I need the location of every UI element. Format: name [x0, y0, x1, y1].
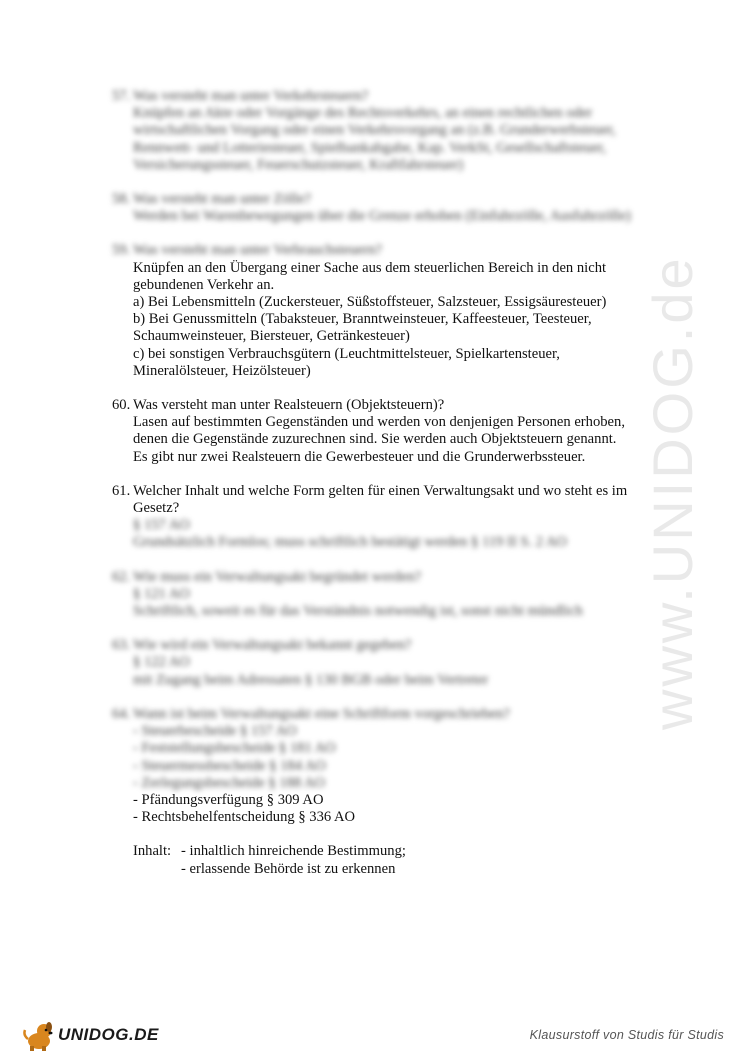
- logo-text: UNIDOG.DE: [58, 1025, 159, 1044]
- answer-line: Schriftlich, soweit es für das Verständnis notwendig ist, sonst nicht mündlich: [133, 603, 583, 620]
- question-text: Welcher Inhalt und welche Form gelten für einen Verwaltungsakt und wo steht es im: [133, 482, 628, 499]
- question-text: Was versteht man unter Zölle?: [133, 191, 311, 208]
- answer-line: - Pfändungsverfügung § 309 AO: [133, 791, 324, 808]
- watermark: www.UNIDOG.de: [641, 255, 704, 730]
- footer-tagline: Klausurstoff von Studis für Studis: [529, 1028, 724, 1042]
- answer-line: Versicherungssteuer, Feuerschutzsteuer, Kraftfahrsteuer): [133, 156, 464, 173]
- question-text-continued: Gesetz?: [133, 500, 180, 517]
- answer-line: Rennwett- und Lotteriesteuer, Spielbankabgabe, Kap. VerkSt, Gesellschaftsteuer,: [133, 139, 607, 156]
- answer-line: Werden bei Warenbewegungen über die Grenze erhoben (Einfuhrzölle, Ausfuhrzölle): [133, 208, 631, 225]
- question-text: Was versteht man unter Realsteuern (Objektsteuern)?: [133, 397, 445, 414]
- answer-line: § 121 AO: [133, 585, 190, 602]
- question-57: [112, 88, 657, 174]
- question-number: 64.: [112, 705, 131, 722]
- question-number: 57.: [112, 88, 131, 104]
- document-content: [112, 88, 657, 895]
- question-63: [112, 637, 657, 689]
- question-number: 60.: [112, 397, 131, 414]
- question-text: Was versteht man unter Verkehrsteuern?: [133, 88, 369, 104]
- answer-line: gebundenen Verkehr an.: [133, 276, 275, 293]
- answer-line: § 122 AO: [133, 654, 190, 671]
- question-58: [112, 191, 657, 225]
- answer-line: c) bei sonstigen Verbrauchsgütern (Leuchtmittelsteuer, Spielkartensteuer,: [133, 345, 560, 362]
- question-number: 62.: [112, 568, 131, 585]
- dog-mascot-icon: [22, 1019, 56, 1051]
- question-text: Was versteht man unter Verbrauchsteuern?: [133, 242, 382, 259]
- inhalt-block: [133, 843, 657, 877]
- question-60: [112, 397, 657, 466]
- question-61: [112, 483, 657, 552]
- question-64: [112, 706, 657, 878]
- answer-line: wirtschaftlichen Vorgang oder einen Verkehrsvorgang an (z.B. Grunderwerbsteuer,: [133, 122, 616, 139]
- answer-line: a) Bei Lebensmitteln (Zuckersteuer, Süßstoffsteuer, Salzsteuer, Essigsäuresteuer): [133, 294, 607, 311]
- answer-line: b) Bei Genussmitteln (Tabaksteuer, Branntweinsteuer, Kaffeesteuer, Teesteuer,: [133, 311, 592, 328]
- answer-line: - Zerlegungsbescheide § 188 AO: [133, 774, 326, 791]
- question-text: Wie muss ein Verwaltungsakt begründet werden?: [133, 568, 422, 585]
- inhalt-line: - inhaltlich hinreichende Bestimmung;: [181, 843, 406, 860]
- answer-line: - Steuerbescheide § 157 AO: [133, 723, 297, 740]
- answer-line: Lasen auf bestimmten Gegenständen und werden von denjenigen Personen erhoben,: [133, 414, 625, 431]
- question-text: Wann ist beim Verwaltungsakt eine Schriftform vorgeschrieben?: [133, 705, 510, 722]
- inhalt-line: - erlassende Behörde ist zu erkennen: [181, 860, 396, 877]
- answer-line: - Rechtsbehelfentscheidung § 336 AO: [133, 809, 356, 826]
- question-62: [112, 569, 657, 621]
- question-number: 61.: [112, 482, 131, 499]
- question-number: 58.: [112, 191, 131, 208]
- answer-line: Schaumweinsteuer, Biersteuer, Getränkesteuer): [133, 328, 410, 345]
- inhalt-label: Inhalt:: [133, 843, 172, 860]
- answer-line: Mineralölsteuer, Heizölsteuer): [133, 362, 311, 379]
- question-text: Wie wird ein Verwaltungsakt bekannt gegeben?: [133, 637, 412, 654]
- question-number: 59.: [112, 242, 131, 259]
- answer-line: - Feststellungsbescheide § 181 AO: [133, 740, 336, 757]
- answer-line: - Steuermessbescheide § 184 AO: [133, 757, 326, 774]
- unidog-logo: [22, 1018, 159, 1052]
- question-number: 63.: [112, 637, 131, 654]
- answer-line: denen die Gegenstände zuzurechnen sind. Sie werden auch Objektsteuern genannt.: [133, 431, 617, 448]
- answer-line: Knüpfen an den Übergang einer Sache aus dem steuerlichen Bereich in den nicht: [133, 259, 607, 276]
- answer-line: Knüpfen an Akte oder Vorgänge des Rechtsverkehrs, an einen rechtlichen oder: [133, 105, 593, 122]
- answer-line: § 157 AO: [133, 517, 190, 534]
- answer-line: mit Zugang beim Adressaten § 130 BGB oder beim Vertreter: [133, 671, 489, 688]
- answer-line: Es gibt nur zwei Realsteuern die Gewerbesteuer und die Grunderwerbssteuer.: [133, 448, 586, 465]
- answer-line: Grundsätzlich Formlos; muss schriftlich bestätigt werden § 119 II S. 2 AO: [133, 534, 567, 551]
- question-59: [112, 242, 657, 380]
